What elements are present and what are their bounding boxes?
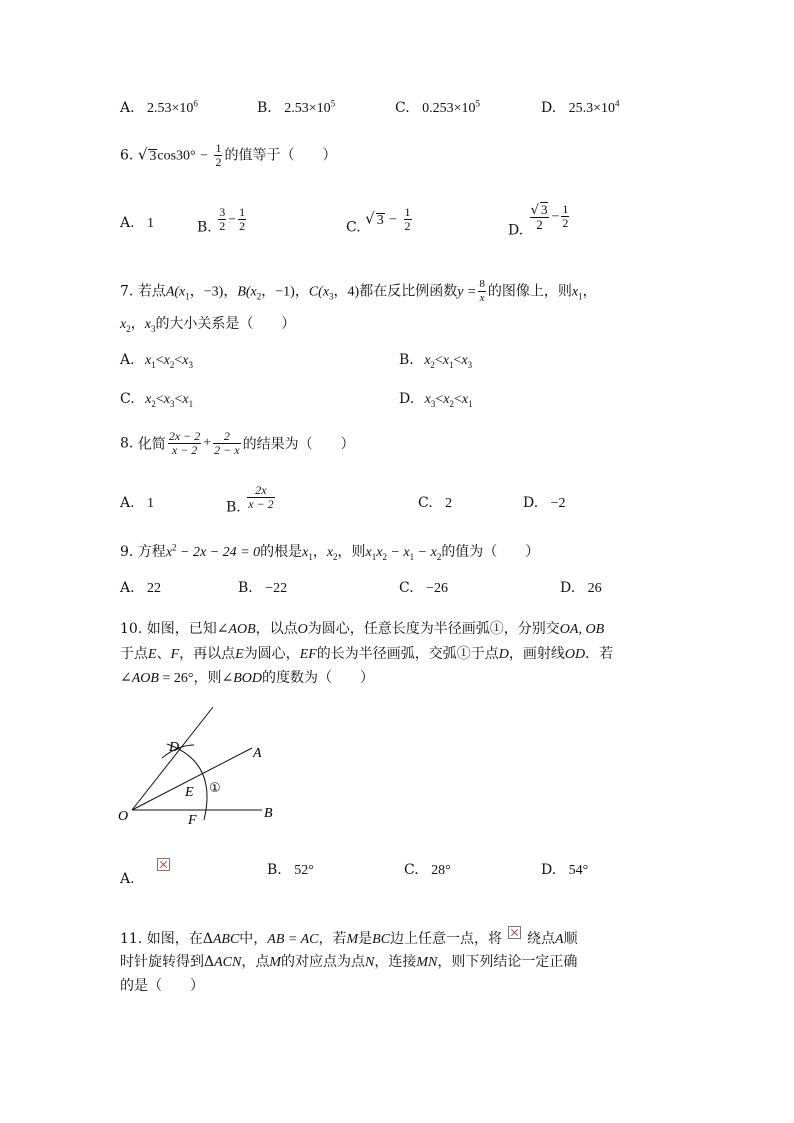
denominator: 2 [239, 219, 246, 233]
stem-text: 是 [358, 931, 373, 947]
point-name: O [297, 622, 308, 637]
stem-text: ，则∠ [193, 670, 234, 686]
fraction [478, 278, 486, 305]
subscript: 1 [151, 359, 156, 370]
q5-option-a[interactable] [120, 100, 198, 117]
q9-option-b[interactable] [238, 580, 287, 597]
option-value: 0.253 [422, 101, 454, 116]
stem-text: 的根是 [260, 544, 303, 560]
radicand: 3 [540, 202, 548, 217]
power-exponent: 5 [330, 98, 336, 109]
q5-option-b[interactable] [257, 100, 335, 117]
option-label: C. [399, 580, 414, 596]
subscript: 2 [151, 398, 156, 409]
numerator: 2 [213, 430, 240, 444]
option-value: −22 [265, 581, 288, 596]
minus-sign: − [200, 148, 208, 164]
radicand: 3 [149, 148, 157, 164]
q10-option-c[interactable] [404, 862, 451, 879]
denominator: 2 [536, 217, 543, 232]
option-label: B. [267, 862, 282, 878]
q8-option-a[interactable] [120, 495, 154, 512]
separator: ， [294, 283, 309, 300]
stem-text: 于点 [120, 646, 148, 662]
stem-text: ∠ [120, 670, 132, 686]
function-name: y = [457, 284, 477, 300]
subscript: 2 [436, 551, 442, 562]
less-than: < [174, 392, 183, 407]
option-label: D. [560, 580, 576, 596]
expression: − x [414, 545, 437, 560]
q9-option-c[interactable] [399, 580, 448, 597]
segment-name: OA [559, 622, 579, 637]
option-value: −26 [426, 581, 449, 596]
subscript: 2 [333, 551, 338, 562]
q6-option-a[interactable] [120, 215, 154, 232]
times-sign: × [171, 101, 180, 116]
label-d: D [169, 740, 180, 755]
stem-text: 的长为半径画弧，交弧①于点 [316, 646, 499, 662]
q7-option-b[interactable] [399, 352, 472, 369]
variable: x [443, 392, 450, 407]
label-o: O [118, 809, 129, 824]
less-than: < [453, 353, 462, 368]
stem-text: 绕点 [527, 931, 556, 947]
triangle-name: ACN [214, 955, 242, 970]
label-f: F [188, 813, 197, 828]
numerator: 1 [562, 202, 569, 216]
option-value: 28° [431, 863, 451, 878]
variable: x [461, 353, 468, 368]
stem-text: 的对应点为点 [281, 954, 366, 970]
option-value: 2 [445, 496, 453, 511]
point-a: A(x [165, 284, 186, 300]
q10-option-b[interactable] [267, 862, 314, 879]
label-circle-1: ① [209, 781, 221, 796]
option-label: D. [541, 100, 557, 116]
q5-option-d[interactable] [541, 100, 620, 117]
less-than: < [174, 353, 183, 368]
q11-line1 [120, 926, 578, 948]
option-label: B. [257, 100, 272, 116]
denominator: 2 [404, 219, 411, 233]
times-sign: × [593, 101, 602, 116]
question-number: 8. [120, 435, 134, 452]
variable: x [182, 353, 189, 368]
point-name: E [235, 647, 244, 662]
angle-name: AOB [228, 622, 256, 637]
question-tail: 的值等于（ ） [224, 147, 337, 164]
option-label: A. [120, 580, 135, 596]
minus-sign: − [389, 212, 398, 228]
question-number: 9. [120, 544, 134, 560]
point-a-coord: ，−3) [189, 284, 224, 300]
power-base: 10 [461, 101, 476, 116]
stem-text: ．若 [585, 646, 614, 662]
q7-option-d[interactable] [399, 391, 473, 408]
q11-line2 [120, 951, 577, 971]
point-name: D [498, 647, 509, 662]
option-value: −2 [550, 496, 566, 511]
radicand: 3 [376, 212, 384, 228]
denominator: x − 2 [171, 443, 198, 457]
stem-text: 边上任意一点，将 [390, 931, 503, 947]
subscript: 1 [185, 291, 190, 302]
option-label: C. [120, 391, 135, 407]
power-base: 10 [316, 101, 331, 116]
expression: − x [386, 545, 410, 560]
q7-option-c[interactable] [120, 391, 193, 408]
fraction [213, 430, 240, 457]
stem-text: ，再以点 [179, 646, 236, 662]
numerator: 3 [219, 205, 226, 219]
stem-text: ，若 [318, 931, 347, 947]
fraction [168, 430, 201, 457]
subscript: 3 [188, 359, 193, 370]
less-than: < [435, 392, 444, 407]
fraction [218, 206, 226, 233]
denominator: 2 [562, 216, 569, 230]
power-exponent: 5 [475, 98, 481, 109]
numerator: 2x − 2 [168, 429, 201, 443]
broken-image-icon [157, 858, 170, 871]
separator: ， [223, 283, 238, 300]
q10-option-a[interactable] [120, 858, 170, 887]
option-label: A. [120, 352, 135, 368]
denominator: 2 [215, 155, 222, 169]
fraction [214, 142, 222, 169]
exponent: 2 [172, 542, 177, 553]
less-than: < [434, 353, 443, 368]
subscript: 1 [449, 359, 454, 370]
option-label: A. [120, 871, 135, 887]
stem-text: 顺 [563, 931, 578, 947]
variable: x [365, 545, 372, 560]
subscript: 1 [188, 398, 194, 409]
stem-text: 中， [239, 931, 268, 947]
equation: AB = AC [267, 932, 319, 947]
broken-image-icon [508, 926, 521, 939]
option-label: D. [508, 222, 524, 239]
subscript: 2 [382, 551, 387, 562]
q6-option-b[interactable] [197, 206, 248, 236]
option-label: B. [197, 219, 212, 236]
ray-oa [132, 748, 252, 810]
triangle-name: ABC [212, 932, 240, 947]
q10-line2 [120, 643, 613, 663]
question-tail: 的值为（ ） [441, 544, 540, 560]
fraction [530, 202, 550, 231]
option-label: A. [120, 215, 135, 231]
denominator: 2 − x [214, 443, 240, 457]
variable: x [442, 353, 450, 368]
option-label: D. [399, 391, 415, 407]
q9-option-a[interactable] [120, 580, 161, 597]
subscript: 3 [467, 359, 473, 370]
q8-option-d[interactable] [523, 495, 566, 512]
q10-option-d[interactable] [541, 862, 588, 879]
denominator: x − 2 [248, 497, 274, 511]
variable: x [145, 392, 152, 407]
numerator: 1 [404, 205, 411, 219]
point-name: N [365, 955, 375, 970]
separator: , [578, 622, 586, 637]
option-value: 2.53 [284, 101, 309, 116]
subscript: 2 [169, 359, 175, 370]
question-number: 6. [120, 147, 134, 164]
q6-option-c[interactable] [346, 206, 414, 236]
subscript: 2 [449, 398, 454, 409]
variable: x [326, 545, 334, 560]
denominator: 2 [219, 219, 226, 233]
option-label: B. [226, 499, 241, 516]
ray-od [132, 707, 213, 810]
less-than: < [155, 392, 164, 407]
q9-option-d[interactable] [560, 580, 602, 597]
separator: ， [130, 316, 145, 332]
point-b: B(x [237, 284, 257, 300]
stem-text: 如图，在Δ [146, 931, 213, 947]
option-value: 1 [147, 496, 155, 511]
option-value: 22 [147, 581, 162, 596]
numerator: 1 [239, 205, 246, 219]
question-tail: 的结果为（ ） [242, 436, 355, 453]
radical-sign: √ [365, 209, 375, 228]
label-a: A [253, 746, 262, 761]
question-number: 7. [120, 283, 134, 300]
fraction [247, 484, 274, 511]
q7-line2 [120, 313, 295, 333]
minus-sign: − [551, 209, 560, 225]
variable: x [163, 392, 170, 407]
variable: x [165, 545, 173, 560]
q8-option-c[interactable] [418, 495, 452, 512]
option-value: 26 [587, 581, 602, 596]
option-label: D. [541, 862, 557, 878]
stem-text: ，画射线 [508, 646, 565, 662]
option-label: C. [418, 495, 433, 511]
question-number: 10. [120, 621, 143, 637]
stem-text: 为圆心， [243, 646, 300, 662]
option-label: A. [120, 495, 135, 511]
variable: x [376, 545, 383, 560]
subscript: 1 [468, 398, 473, 409]
point-c: C(x [308, 284, 330, 300]
point-name: A [555, 932, 564, 947]
fraction [561, 203, 569, 230]
subscript: 1 [308, 551, 313, 562]
variable: x [424, 353, 431, 368]
variable: x [424, 392, 431, 407]
variable: x [145, 353, 152, 368]
q9-stem [120, 541, 539, 561]
angle-name: AOB [131, 671, 159, 686]
separator: ， [312, 544, 327, 560]
times-sign: × [308, 101, 317, 116]
point-name: E [148, 647, 157, 662]
equation: = 26° [158, 671, 194, 686]
option-value: 2.53 [147, 101, 172, 116]
variable: x [163, 353, 170, 368]
point-name: M [346, 932, 359, 947]
subscript: 3 [430, 398, 436, 409]
radical-sign: √ [137, 145, 148, 164]
less-than: < [453, 392, 462, 407]
numerator: 1 [215, 141, 222, 155]
q7-option-a[interactable] [120, 352, 193, 369]
fraction [238, 206, 246, 233]
variable: x [461, 392, 469, 407]
stem-text: ，以点 [255, 621, 298, 637]
option-value: 1 [147, 216, 155, 231]
label-e: E [185, 785, 194, 800]
power-base: 10 [601, 101, 616, 116]
equation: − 2x − 24 = 0 [176, 545, 261, 560]
question-tail: 的度数为（ ） [261, 670, 374, 686]
option-label: B. [238, 580, 253, 596]
stem-text: 若点 [137, 283, 166, 300]
separator: ， [582, 283, 597, 300]
point-name: F [170, 647, 180, 662]
stem-text: 如图，已知∠ [146, 621, 229, 637]
stem-text: ，则下列结论一定正确 [437, 954, 578, 970]
stem-text: ，点 [241, 954, 270, 970]
fraction [404, 206, 412, 233]
option-label: C. [404, 862, 419, 878]
subscript: 3 [150, 323, 156, 334]
numerator: 8 [479, 278, 485, 290]
question-tail: 的是（ ） [120, 978, 204, 994]
angle-name: BOD [233, 671, 262, 686]
subscript: 1 [409, 551, 415, 562]
point-b-coord: ，−1) [261, 284, 295, 300]
ray-name: OD [564, 647, 586, 662]
cos-term: cos30° [157, 148, 196, 164]
power-exponent: 6 [193, 98, 198, 109]
point-c-coord: ，4) [333, 284, 360, 300]
option-label: D. [523, 495, 539, 511]
subscript: 2 [126, 323, 131, 334]
less-than: < [155, 353, 164, 368]
separator: 、 [156, 646, 171, 662]
subscript: 1 [578, 291, 583, 302]
option-value: 52° [294, 863, 314, 878]
q8-option-b[interactable] [226, 484, 277, 516]
stem-text: ，连接 [374, 954, 417, 970]
stem-text: 为圆心，任意长度为半径画弧①，分别交 [307, 621, 560, 637]
stem-text: 的图像上，则 [487, 283, 572, 300]
subscript: 3 [169, 398, 175, 409]
option-label: A. [120, 100, 135, 116]
q11-line3 [120, 975, 204, 995]
option-label: C. [346, 219, 361, 236]
option-value: 54° [568, 863, 589, 878]
variable: x [120, 317, 127, 332]
segment-name: MN [416, 955, 438, 970]
variable: x [144, 317, 151, 332]
q6-option-d[interactable] [508, 202, 571, 239]
power-exponent: 4 [615, 98, 620, 109]
option-label: C. [395, 100, 410, 116]
subscript: 3 [329, 291, 334, 302]
point-name: M [269, 955, 282, 970]
label-b: B [264, 806, 273, 821]
variable: x [571, 284, 579, 300]
stem-text: 化简 [137, 436, 166, 453]
stem-text: 方程 [137, 544, 166, 560]
stem-text: 时针旋转得到Δ [120, 954, 215, 970]
segment-name: EF [299, 647, 317, 662]
denominator: x [479, 292, 485, 304]
q10-line1 [120, 618, 604, 638]
subscript: 2 [430, 359, 435, 370]
option-value: 25.3 [568, 101, 594, 116]
variable: x [302, 545, 309, 560]
stem-text: 都在反比例函数 [359, 283, 458, 300]
q5-option-c[interactable] [395, 100, 480, 117]
stem-text: ，则 [337, 544, 366, 560]
minus-sign: − [228, 212, 237, 228]
power-base: 10 [179, 101, 194, 116]
radical-sign: √ [530, 203, 539, 218]
q7-line1 [120, 278, 597, 305]
numerator: 2x [247, 484, 274, 498]
subscript: 2 [256, 291, 262, 302]
plus-sign: + [203, 435, 212, 451]
q10-figure [110, 700, 290, 830]
q6-stem [120, 142, 336, 169]
segment-name: OB [585, 622, 605, 637]
times-sign: × [453, 101, 462, 116]
question-tail: 的大小关系是（ ） [155, 316, 296, 332]
numerator [530, 202, 550, 218]
question-number: 11. [120, 931, 143, 947]
segment-name: BC [372, 932, 391, 947]
q8-stem [120, 430, 355, 457]
q10-line3 [120, 667, 374, 687]
subscript: 1 [371, 551, 377, 562]
variable: x [182, 392, 189, 407]
option-label: B. [399, 352, 414, 368]
